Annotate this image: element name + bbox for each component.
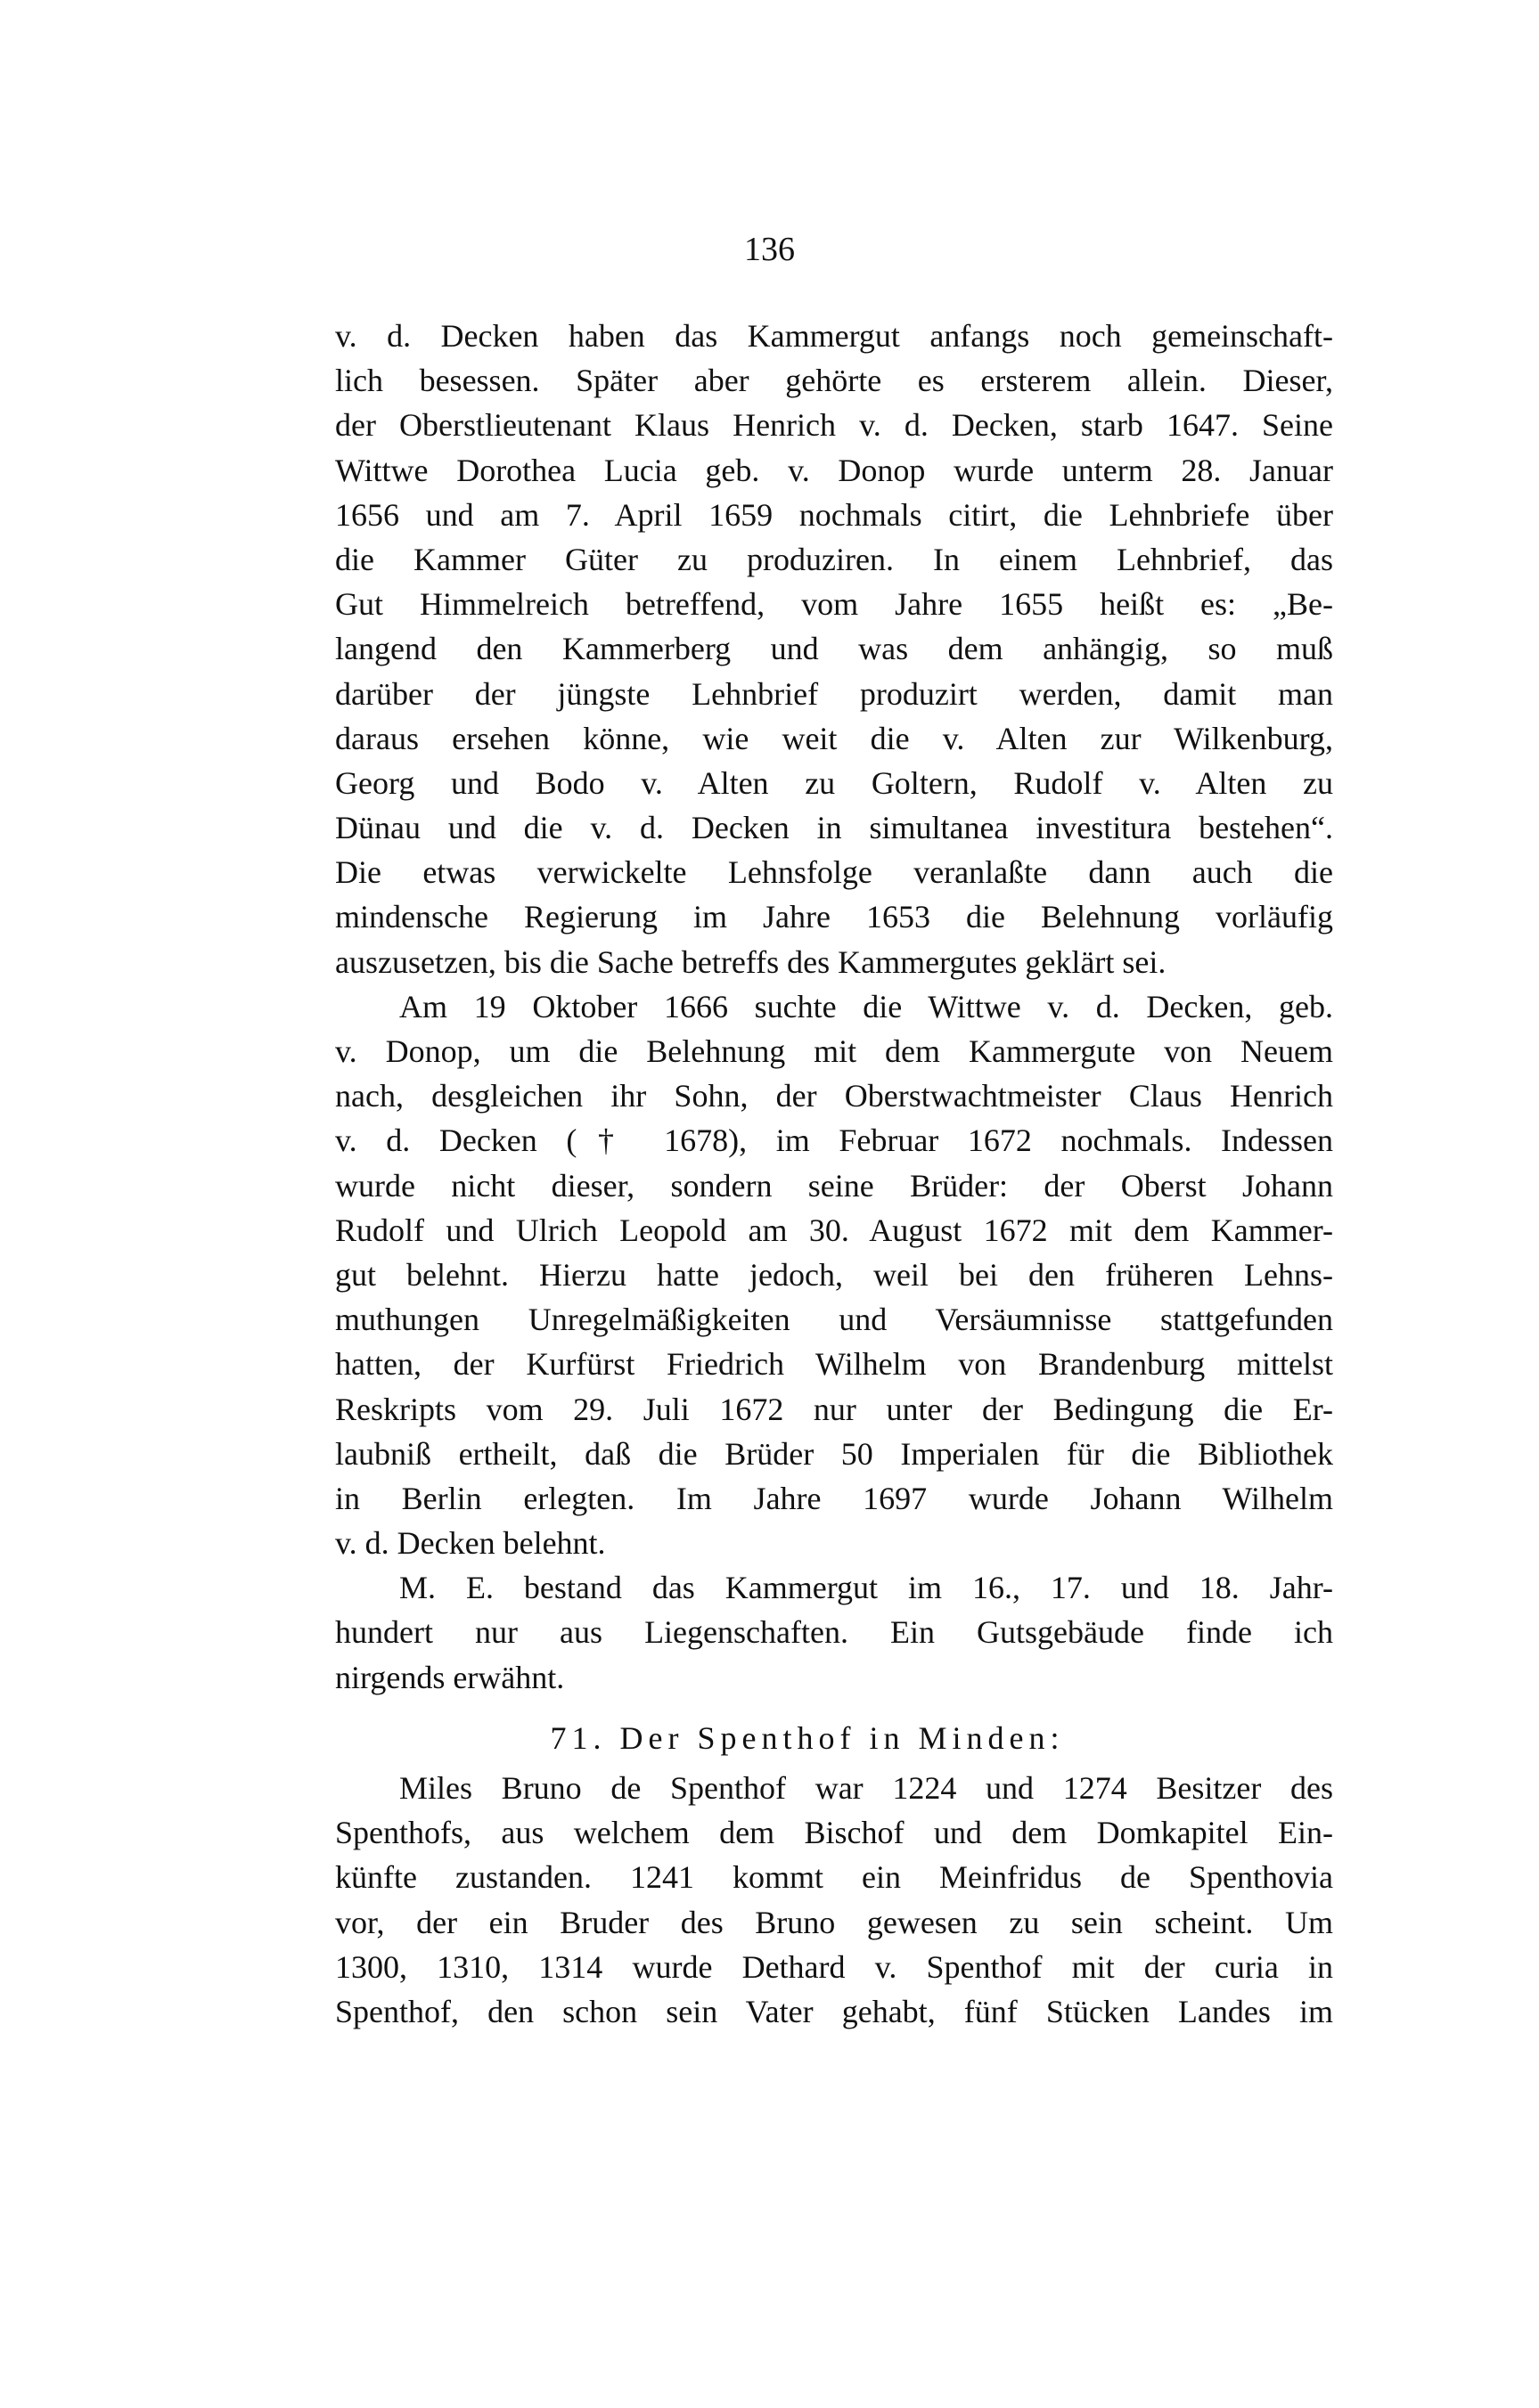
- text-line: lich besessen. Später aber gehörte es ersterem allein. Dieser,: [335, 363, 1333, 399]
- text-line: künfte zustanden. 1241 kommt ein Meinfridus de Spenthovia: [335, 1859, 1333, 1896]
- text-line: Georg und Bodo v. Alten zu Goltern, Rudolf v. Alten zu: [335, 764, 1333, 801]
- text-line: daraus ersehen könne, wie weit die v. Alten zur Wilkenburg,: [335, 720, 1333, 756]
- text-line: muthungen Unregelmäßigkeiten und Versäumnisse stattgefunden: [335, 1302, 1333, 1338]
- text-line: v. Donop, um die Belehnung mit dem Kammergute von Neuem: [335, 1033, 1333, 1069]
- text-block: [335, 314, 1333, 2034]
- text-line: Dünau und die v. d. Decken in simultanea investitura bestehen“.: [335, 810, 1333, 846]
- text-line: der Oberstlieutenant Klaus Henrich v. d. Decken, starb 1647. Seine: [335, 407, 1333, 444]
- text-line: Die etwas verwickelte Lehnsfolge veranlaßte dann auch die: [335, 854, 1333, 891]
- text-line: Rudolf und Ulrich Leopold am 30. August 1672 mit dem Kammer-: [335, 1212, 1333, 1248]
- text-line: Miles Bruno de Spenthof war 1224 und 1274 Besitzer des: [399, 1770, 1333, 1806]
- text-line: auszusetzen, bis die Sache betreffs des Kammergutes geklärt sei.: [335, 943, 1167, 980]
- text-line: 1300, 1310, 1314 wurde Dethard v. Spenthof mit der curia in: [335, 1948, 1333, 1985]
- text-line: hatten, der Kurfürst Friedrich Wilhelm von Brandenburg mittelst: [335, 1346, 1333, 1383]
- section-heading: 71. Der Spenthof in Minden:: [550, 1719, 1065, 1756]
- text-line: Wittwe Dorothea Lucia geb. v. Donop wurde unterm 28. Januar: [335, 452, 1333, 488]
- text-line: M. E. bestand das Kammergut im 16., 17. und 18. Jahr-: [399, 1570, 1333, 1606]
- paragraph: [335, 1565, 1333, 1700]
- text-line: wurde nicht dieser, sondern seine Brüder: der Oberst Johann: [335, 1167, 1333, 1204]
- text-line: nirgends erwähnt.: [335, 1659, 565, 1695]
- text-line: in Berlin erlegten. Im Jahre 1697 wurde Johann Wilhelm: [335, 1480, 1333, 1516]
- paragraph: [335, 1766, 1333, 2034]
- paragraph: [335, 984, 1333, 1565]
- text-line: gut belehnt. Hierzu hatte jedoch, weil bei den früheren Lehns-: [335, 1256, 1333, 1293]
- text-line: Am 19 Oktober 1666 suchte die Wittwe v. d. Decken, geb.: [399, 988, 1333, 1024]
- text-line: Spenthofs, aus welchem dem Bischof und dem Domkapitel Ein-: [335, 1815, 1333, 1851]
- text-line: v. d. Decken belehnt.: [335, 1525, 606, 1562]
- text-line: hundert nur aus Liegenschaften. Ein Gutsgebäude finde ich: [335, 1614, 1333, 1651]
- text-line: Reskripts vom 29. Juli 1672 nur unter der Bedingung die Er-: [335, 1391, 1333, 1427]
- text-line: v. d. Decken († 1678), im Februar 1672 nochmals. Indessen: [335, 1122, 1333, 1159]
- text-line: mindensche Regierung im Jahre 1653 die Belehnung vorläufig: [335, 899, 1333, 935]
- text-line: darüber der jüngste Lehnbrief produzirt werden, damit man: [335, 675, 1333, 712]
- text-line: laubniß ertheilt, daß die Brüder 50 Imperialen für die Bibliothek: [335, 1435, 1333, 1472]
- paragraph: [335, 314, 1333, 984]
- text-line: vor, der ein Bruder des Bruno gewesen zu sein scheint. Um: [335, 1904, 1333, 1940]
- text-line: Gut Himmelreich betreffend, vom Jahre 1655 heißt es: „Be-: [335, 586, 1333, 623]
- text-line: nach, desgleichen ihr Sohn, der Oberstwachtmeister Claus Henrich: [335, 1078, 1333, 1114]
- text-line: v. d. Decken haben das Kammergut anfangs noch gemeinschaft-: [335, 318, 1333, 354]
- text-line: die Kammer Güter zu produziren. In einem Lehnbrief, das: [335, 541, 1333, 577]
- body-paragraphs: [335, 314, 1333, 1700]
- text-line: 1656 und am 7. April 1659 nochmals citirt, die Lehnbriefe über: [335, 496, 1333, 533]
- text-line: langend den Kammerberg und was dem anhängig, so muß: [335, 631, 1333, 667]
- section-paragraphs: [335, 1766, 1333, 2034]
- page-number: 136: [744, 231, 795, 268]
- text-line: Spenthof, den schon sein Vater gehabt, fünf Stücken Landes im: [335, 1993, 1333, 2029]
